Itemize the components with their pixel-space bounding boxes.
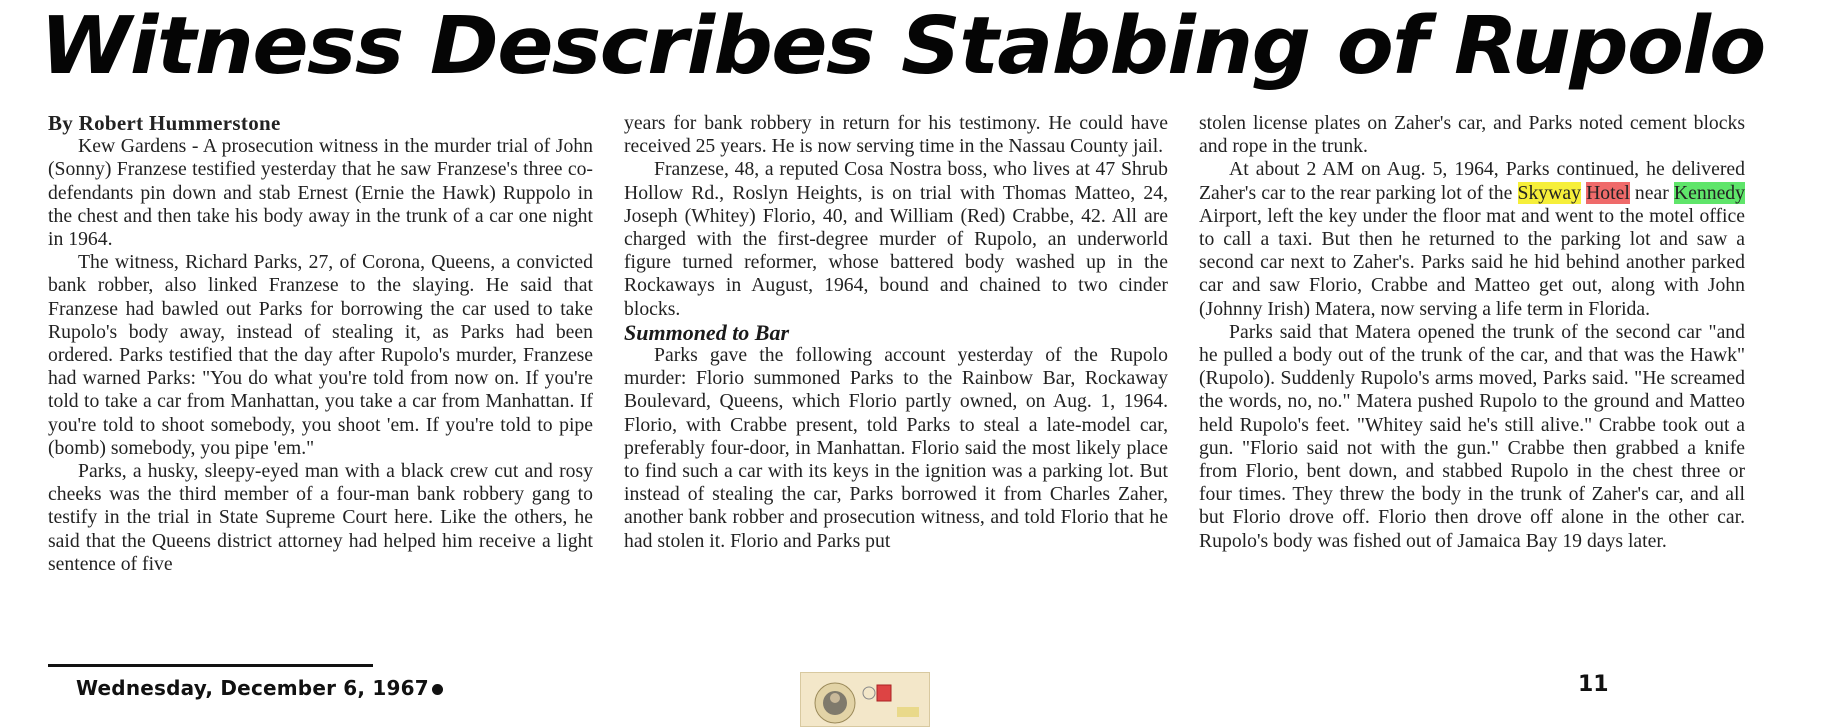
highlight-kennedy: Kennedy	[1673, 181, 1745, 204]
footer-rule	[48, 664, 373, 667]
text-run: near	[1629, 181, 1674, 204]
page-number: 11	[1578, 672, 1609, 697]
byline: By Robert Hummerstone	[48, 111, 281, 135]
highlight-hotel: Hotel	[1586, 181, 1630, 204]
article-column-1	[48, 112, 593, 576]
paragraph: Parks gave the following account yesterday of the Rupolo murder: Florio summoned Parks to the Rainbow Bar, Rockaway Boulevard, Queens, which Florio partly owned, on Aug. 1, 1964. Florio, with Crabbe present, told Parks to steal a late-model car, preferably four-door, in Manhattan. Florio said the most likely place to find such a car with its keys in the ignition was a parking lot. But instead of stealing the car, Parks borrowed it from Charles Zaher, another bank robber and prosecution witness, and told Florio that he had stolen it. Florio and Parks put	[624, 344, 1168, 552]
highlight-skyway: Skyway	[1517, 181, 1581, 204]
paragraph: stolen license plates on Zaher's car, and Parks noted cement blocks and rope in the trunk.	[1199, 112, 1745, 158]
article-column-2	[624, 112, 1168, 553]
article-column-3	[1199, 112, 1745, 553]
paragraph: Parks said that Matera opened the trunk of the second car "and he pulled a body out of the trunk of the car, and that was the Hawk" (Rupolo). Suddenly Rupolo's arms moved, Parks said. "He screamed the words, no, no." Matera pushed Rupolo to the ground and Matteo held Rupolo's feet. "Whitey said he's still alive." Crabbe took out a gun. "Florio said not with the gun." Crabbe then grabbed a knife from Florio, bent down, and stabbed Rupolo in the chest three or four times. They threw the body in the trunk of Zaher's car, and all but Florio drove off. Florio then drove off alone in the other car. Rupolo's body was fished out of Jamaica Bay 19 days later.	[1199, 320, 1745, 552]
headline: Witness Describes Stabbing of Rupolo	[40, 0, 1765, 92]
stamp-graphic	[801, 673, 929, 726]
text-run: Airport, left the key under the floor mat and went to the motel office to call a taxi. But then he returned to the parking lot and saw a second car next to Zaher's. Parks said he hid behind another parked car and saw Florio, Crabbe and Matteo get out, along with John (Johnny Irish) Matera, now serving a life term in Florida.	[1199, 204, 1745, 320]
archive-stamp-image	[800, 672, 930, 727]
paragraph: The witness, Richard Parks, 27, of Corona, Queens, a convicted bank robber, also linked Franzese to the slaying. He said that Franzese had bawled out Parks for borrowing the car used to take Rupolo's body away, instead of stealing it, as Parks had been ordered. Parks testified that the day after Rupolo's murder, Franzese had warned Parks: "You do what you're told from now on. If you're told to take a car from Manhattan, you take a car from Manhattan. If you're told to shoot somebody, you shoot 'em. If you're told to pipe (bomb) somebody, you pipe 'em."	[48, 251, 593, 459]
paragraph: Parks, a husky, sleepy-eyed man with a black crew cut and rosy cheeks was the third member of a four-man bank robbery gang to testify in the trial in State Supreme Court here. Like the others, he said that the Queens district attorney had helped him receive a light sentence of five	[48, 460, 593, 575]
subheading: Summoned to Bar	[624, 319, 790, 345]
text-run: At about 2 AM on Aug. 5, 1964, Parks continued, he delivered Zaher's car to the rear parking lot of the	[1199, 158, 1745, 204]
paragraph: Kew Gardens - A prosecution witness in the murder trial of John (Sonny) Franzese testified yesterday that he saw Franzese's three co-defendants pin down and stab Ernest (Ernie the Hawk) Ruppolo in the chest and then take his body away in the trunk of a car one night in 1964.	[48, 135, 593, 251]
paragraph: years for bank robbery in return for his testimony. He could have received 25 years. He is now serving time in the Nassau County jail.	[624, 112, 1168, 158]
bullet-dot	[432, 684, 443, 695]
paragraph-highlighted	[1199, 158, 1745, 320]
paragraph: Franzese, 48, a reputed Cosa Nostra boss, who lives at 47 Shrub Hollow Rd., Roslyn Heights, is on trial with Thomas Matteo, 24, Joseph (Whitey) Florio, 40, and William (Red) Crabbe, 42. All are charged with the first-degree murder of Rupolo, an underworld figure turned reformer, whose battered body washed up in the Rockaways in August, 1964, bound and chained to two cinder blocks.	[624, 158, 1168, 320]
footer-date: Wednesday, December 6, 1967	[76, 676, 429, 700]
